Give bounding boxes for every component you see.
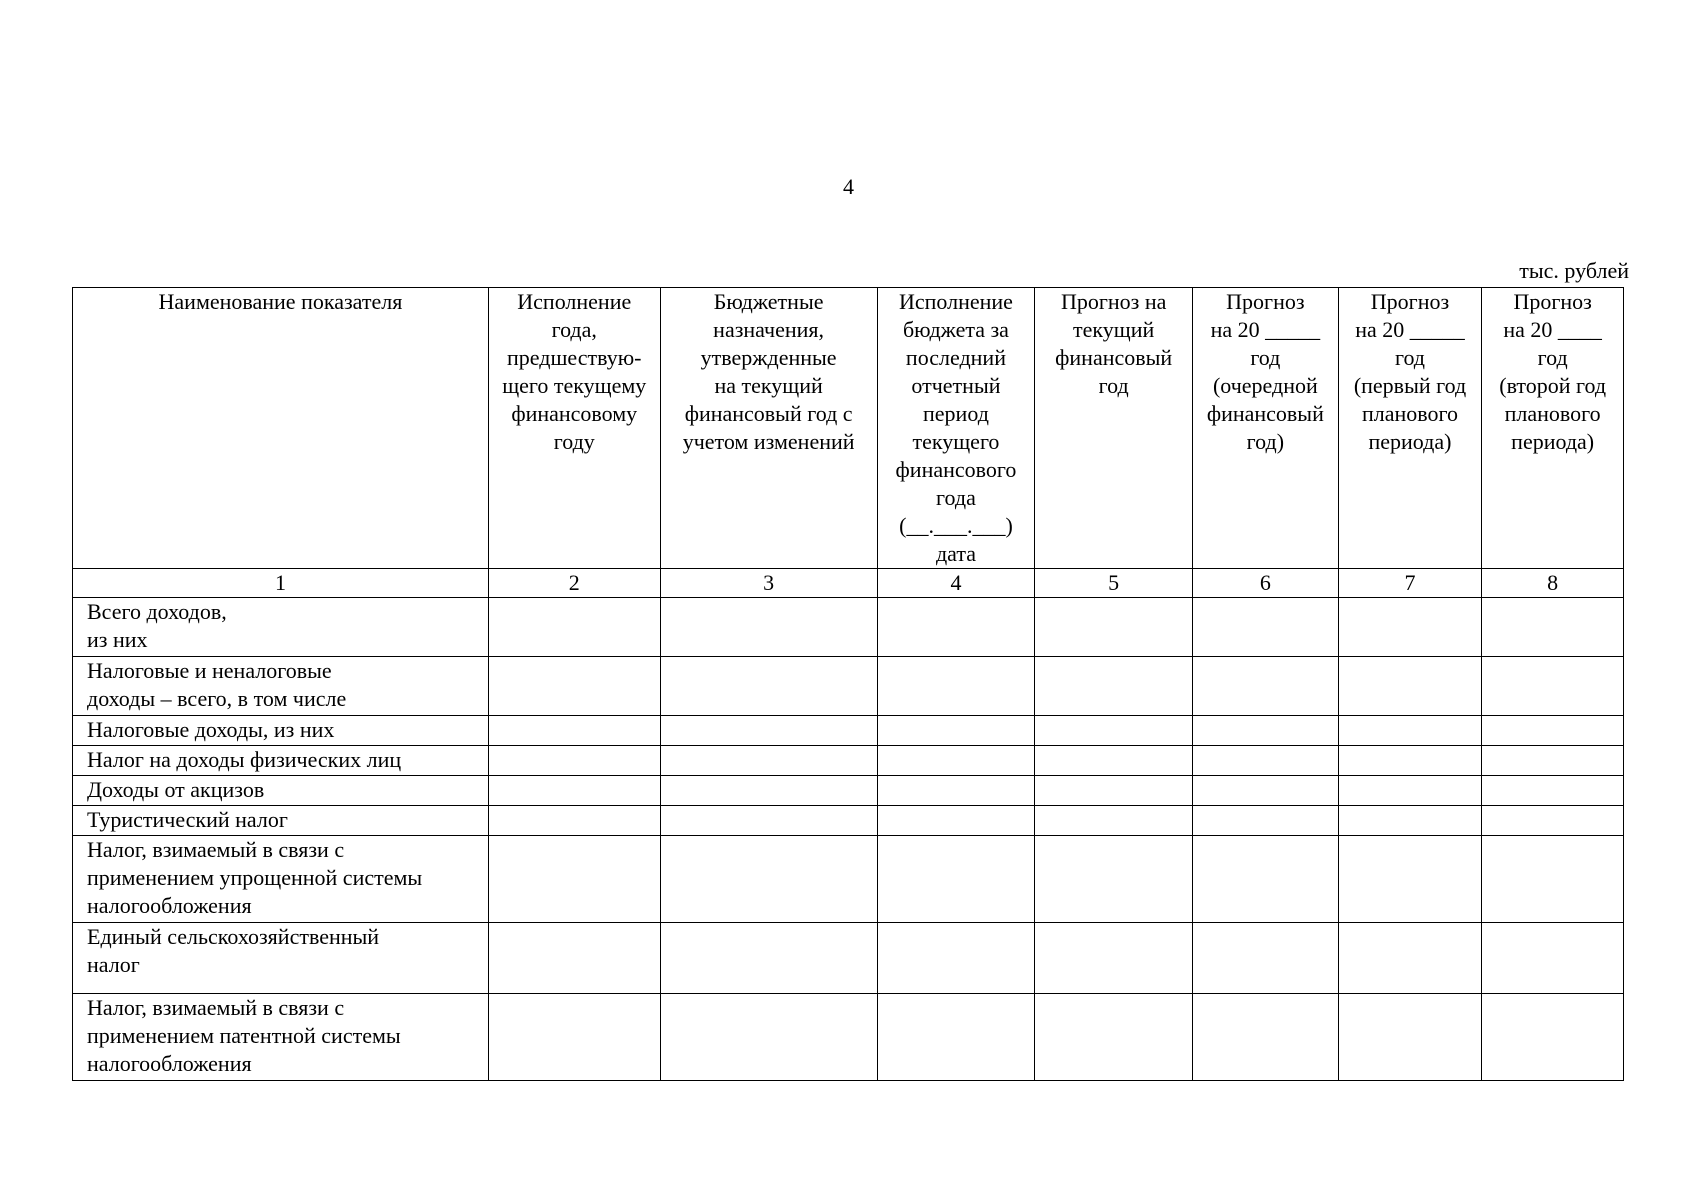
table-cell: [877, 836, 1035, 923]
table-cell: [1035, 746, 1193, 776]
table-cell: [1482, 598, 1624, 657]
header-cell-first-plan-year: [1338, 288, 1482, 569]
table-cell: [1193, 716, 1339, 746]
row-label-text: Единый сельскохозяйственный налог: [87, 924, 380, 977]
table-cell: [1193, 776, 1339, 806]
table-cell: [1338, 776, 1482, 806]
table-row: [73, 994, 1624, 1081]
table-row: [73, 776, 1624, 806]
column-number: 5: [1035, 569, 1193, 598]
header-text: Исполнение бюджета за последний отчетный период текущего финансового года (__.___.___) дата: [895, 289, 1017, 566]
table-row: [73, 716, 1624, 746]
row-label: [73, 746, 489, 776]
table-cell: [1482, 806, 1624, 836]
header-cell-second-plan-year: [1482, 288, 1624, 569]
row-label-text: Налог на доходы физических лиц: [87, 747, 402, 772]
table-cell: [488, 657, 660, 716]
table-cell: [488, 716, 660, 746]
row-label-text: Налог, взимаемый в связи с применением упрощенной системы налогообложения: [87, 837, 423, 918]
table-cell: [1193, 923, 1339, 994]
table-cell: [1338, 716, 1482, 746]
header-cell-prev-year: [488, 288, 660, 569]
row-label: [73, 806, 489, 836]
table-cell: [660, 598, 877, 657]
table-cell: [1482, 776, 1624, 806]
table-cell: [877, 994, 1035, 1081]
header-text: Бюджетные назначения, утвержденные на текущий финансовый год с учетом изменений: [682, 289, 855, 454]
column-number: 4: [877, 569, 1035, 598]
header-cell-budget-assignments: [660, 288, 877, 569]
table-row: [73, 657, 1624, 716]
table-cell: [1482, 836, 1624, 923]
table-cell: [1482, 746, 1624, 776]
row-label: [73, 994, 489, 1081]
row-label-text: Всего доходов, из них: [87, 599, 227, 652]
table-cell: [1035, 716, 1193, 746]
table-cell: [1193, 598, 1339, 657]
table-cell: [877, 776, 1035, 806]
table-cell: [1482, 716, 1624, 746]
table-cell: [1482, 923, 1624, 994]
table-cell: [660, 716, 877, 746]
header-text: Прогноз на текущий финансовый год: [1055, 289, 1173, 398]
table-row: [73, 923, 1624, 994]
table-cell: [1338, 598, 1482, 657]
row-label: [73, 716, 489, 746]
header-cell-current-forecast: [1035, 288, 1193, 569]
table-cell: [1338, 657, 1482, 716]
table-cell: [877, 657, 1035, 716]
row-label-text: Налоговые доходы, из них: [87, 717, 335, 742]
column-number: 3: [660, 569, 877, 598]
row-label: [73, 657, 489, 716]
table-cell: [877, 716, 1035, 746]
row-label-text: Налоговые и неналоговые доходы – всего, в том числе: [87, 658, 347, 711]
table-cell: [488, 994, 660, 1081]
table-cell: [660, 836, 877, 923]
table-row: [73, 598, 1624, 657]
budget-table: [72, 287, 1624, 1081]
header-text: Прогноз на 20 ____ год (второй год планового периода): [1499, 289, 1607, 454]
row-label: [73, 923, 489, 994]
table-cell: [1338, 836, 1482, 923]
column-number: 6: [1193, 569, 1339, 598]
column-number: 2: [488, 569, 660, 598]
table-cell: [1482, 994, 1624, 1081]
table-cell: [488, 746, 660, 776]
column-number-row: [73, 569, 1624, 598]
units-label: тыс. рублей: [1519, 258, 1629, 283]
table-row: [73, 806, 1624, 836]
header-cell-next-year-forecast: [1193, 288, 1339, 569]
header-text: Прогноз на 20 _____ год (первый год планового периода): [1353, 289, 1467, 454]
table-cell: [877, 923, 1035, 994]
header-text: Наименование показателя: [158, 289, 403, 314]
table-row: [73, 836, 1624, 923]
row-label-text: Налог, взимаемый в связи с применением патентной системы налогообложения: [87, 995, 401, 1076]
table-cell: [1193, 836, 1339, 923]
row-label-text: Доходы от акцизов: [87, 777, 265, 802]
table-cell: [877, 806, 1035, 836]
table-cell: [660, 806, 877, 836]
column-number: 1: [73, 569, 489, 598]
table-cell: [488, 598, 660, 657]
row-label: [73, 836, 489, 923]
header-cell-last-period: [877, 288, 1035, 569]
table-cell: [488, 776, 660, 806]
table-cell: [660, 746, 877, 776]
table-cell: [1193, 994, 1339, 1081]
table-cell: [1338, 994, 1482, 1081]
column-number: 7: [1338, 569, 1482, 598]
table-cell: [1338, 923, 1482, 994]
table-cell: [488, 836, 660, 923]
table-cell: [1035, 806, 1193, 836]
table-cell: [1338, 746, 1482, 776]
table-row: [73, 746, 1624, 776]
table-cell: [1035, 836, 1193, 923]
table-cell: [1193, 746, 1339, 776]
row-label-text: Туристический налог: [87, 807, 288, 832]
table-cell: [1035, 776, 1193, 806]
page-number: 4: [843, 174, 854, 199]
table-cell: [1482, 657, 1624, 716]
table-cell: [877, 746, 1035, 776]
row-label: [73, 776, 489, 806]
table-cell: [660, 657, 877, 716]
table-cell: [1193, 657, 1339, 716]
table-cell: [877, 598, 1035, 657]
table-cell: [1035, 923, 1193, 994]
table-cell: [1035, 657, 1193, 716]
table-cell: [660, 923, 877, 994]
header-cell-name: [73, 288, 489, 569]
table-cell: [488, 923, 660, 994]
table-header-row: [73, 288, 1624, 569]
table-cell: [1338, 806, 1482, 836]
row-label: [73, 598, 489, 657]
header-text: Исполнение года, предшествую- щего текущему финансовому году: [502, 289, 647, 454]
table-cell: [660, 776, 877, 806]
header-text: Прогноз на 20 _____ год (очередной финансовый год): [1206, 289, 1324, 454]
table-cell: [488, 806, 660, 836]
table-cell: [1193, 806, 1339, 836]
table-cell: [1035, 598, 1193, 657]
table-cell: [660, 994, 877, 1081]
column-number: 8: [1482, 569, 1624, 598]
table-cell: [1035, 994, 1193, 1081]
